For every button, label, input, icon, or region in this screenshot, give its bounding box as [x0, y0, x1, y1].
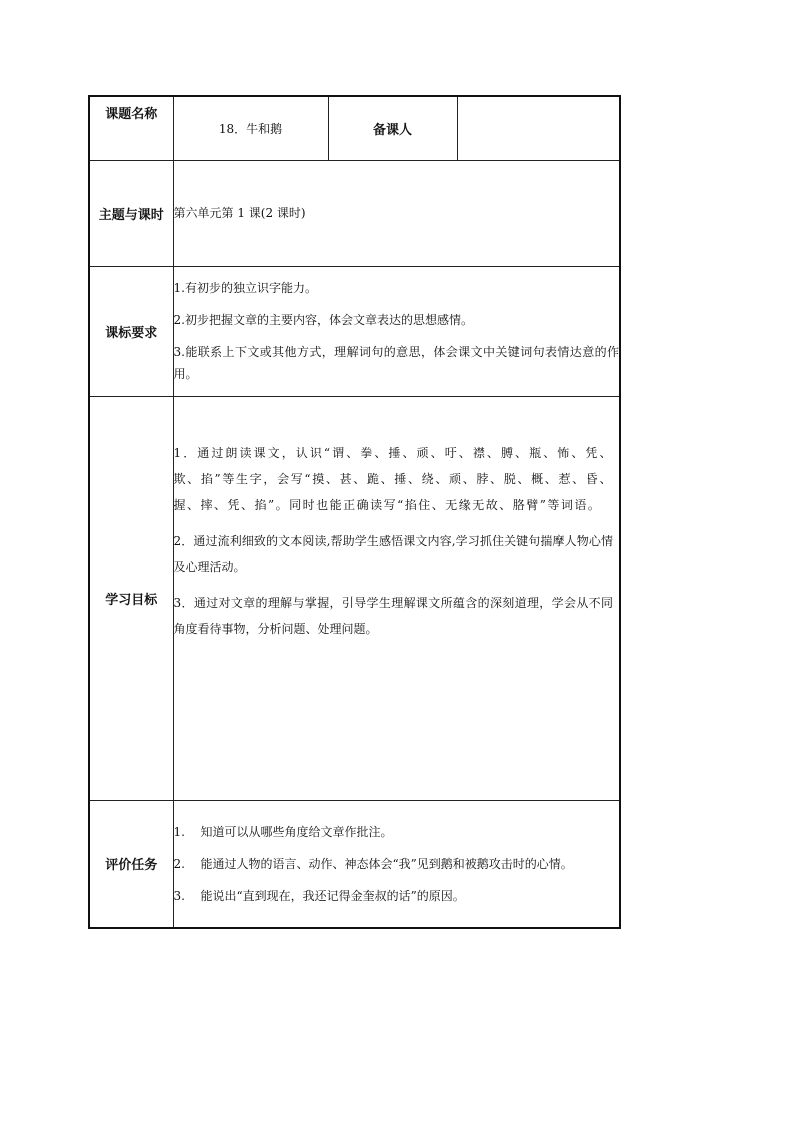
evaluation-tasks-label: 评价任务: [89, 800, 173, 928]
topic-name-value: 18．牛和鹅: [173, 96, 328, 160]
row-topic-name: [89, 96, 620, 160]
row-theme-period: [89, 160, 620, 266]
standard-item: 1.有初步的独立识字能力。: [173, 281, 317, 295]
curriculum-standards-label: 课标要求: [89, 266, 173, 396]
standard-item: 3.能联系上下文或其他方式，理解词句的意思，体会课文中关键词句表情达意的作用。: [173, 345, 619, 381]
evaluation-item: [174, 821, 620, 843]
row-evaluation-tasks: [89, 800, 620, 928]
objective-item: 2．通过流利细致的文本阅读,帮助学生感悟课文内容,学习抓住关键句揣摩人物心情及心理活动。: [173, 533, 613, 574]
evaluation-item-text: 能说出“直到现在，我还记得金奎叔的话”的原因。: [200, 888, 465, 903]
row-curriculum-standards: [89, 266, 620, 396]
evaluation-item-number: 2.: [173, 856, 185, 871]
preparer-value: [457, 96, 620, 160]
evaluation-item: [174, 853, 620, 875]
theme-period-label: 主题与课时: [89, 160, 173, 266]
evaluation-item-text: 能通过人物的语言、动作、神态体会“我”见到鹅和被鹅攻击时的心情。: [200, 856, 573, 871]
learning-objectives-label: 学习目标: [89, 396, 173, 800]
evaluation-item: [174, 885, 620, 907]
standard-item: 2.初步把握文章的主要内容，体会文章表达的思想感情。: [173, 313, 473, 327]
evaluation-item-number: 3.: [173, 888, 185, 903]
lesson-plan-table: [88, 95, 621, 929]
evaluation-tasks-content: [173, 800, 620, 928]
evaluation-item-number: 1.: [173, 824, 185, 839]
topic-name-label: 课题名称: [89, 96, 173, 160]
learning-objectives-content: [173, 396, 620, 800]
curriculum-standards-content: [173, 266, 620, 396]
objective-item: 3．通过对文章的理解与掌握，引导学生理解课文所蕴含的深刻道理，学会从不同角度看待事物，分析问题、处理问题。: [173, 595, 613, 636]
evaluation-item-text: 知道可以从哪些角度给文章作批注。: [200, 824, 393, 839]
row-learning-objectives: [89, 396, 620, 800]
preparer-label: 备课人: [328, 96, 457, 160]
objective-item: 1．通过朗读课文，认识“谓、拳、捶、顽、吁、襟、膊、瓶、怖、凭、欺、掐”等生字，会写“摸、甚、跪、捶、绕、顽、脖、脱、概、惹、昏、握、摔、凭、掐”。同时也能正确读写“掐住、无缘无故、胳臂”等词语。: [173, 445, 613, 512]
theme-period-value: 第六单元第 1 课(2 课时): [173, 160, 620, 266]
